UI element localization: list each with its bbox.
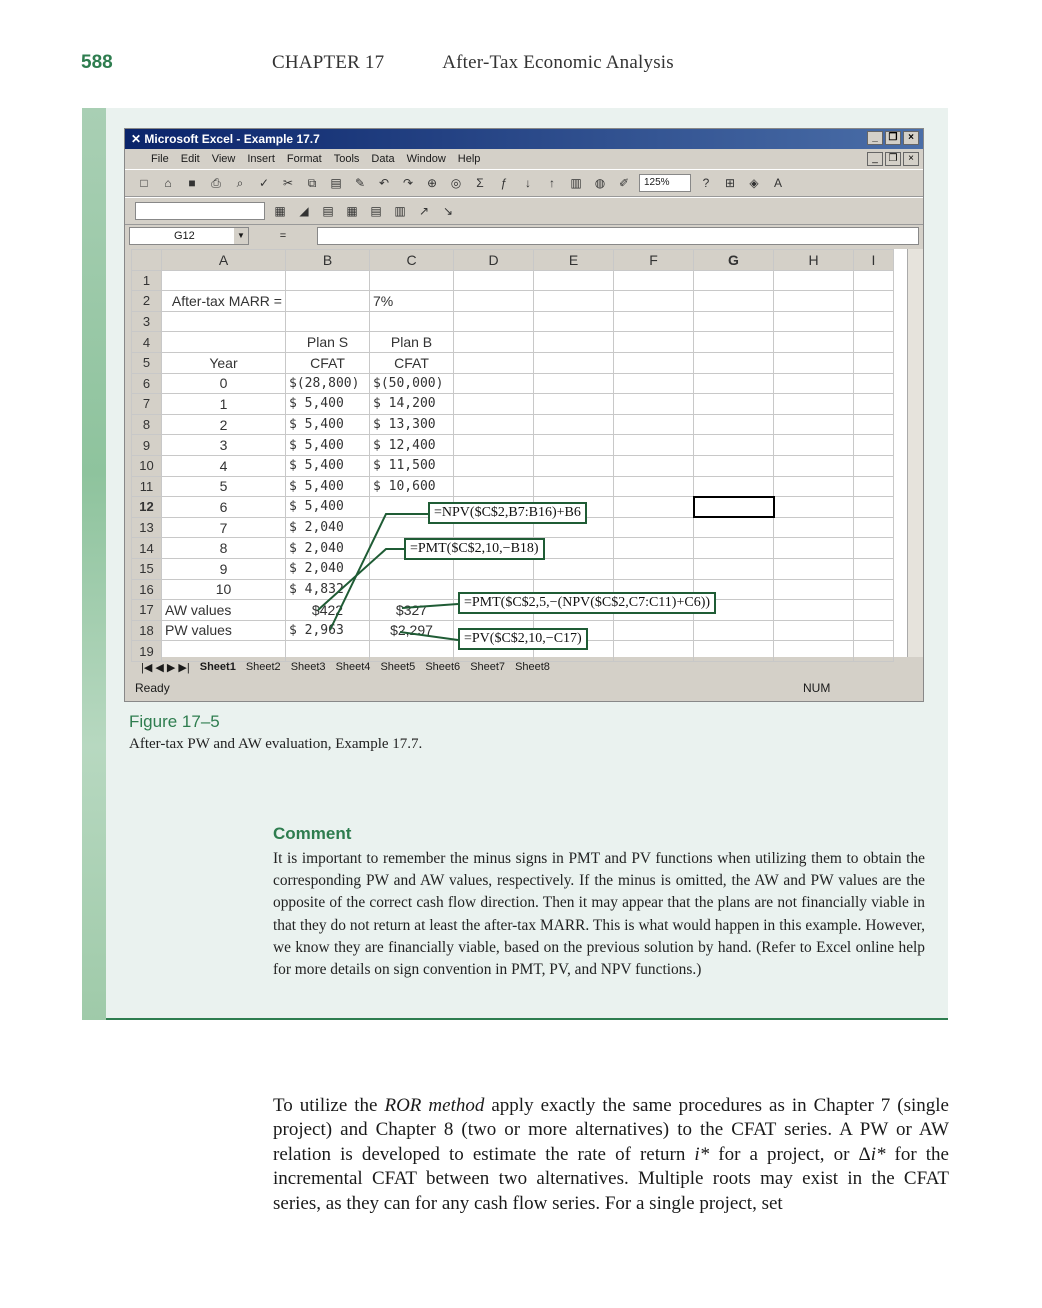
help-icon[interactable]: ? <box>702 176 710 190</box>
cell-a6[interactable]: 0 <box>162 373 286 394</box>
open-folder-icon[interactable]: ⌂ <box>164 176 172 190</box>
chapter-label: CHAPTER 17 <box>272 52 385 73</box>
row-header[interactable]: 13 <box>132 517 162 538</box>
excel-icon: ✕ <box>131 132 145 146</box>
font-color-icon[interactable]: A <box>773 176 782 190</box>
chart-type-icon[interactable]: ▦ <box>274 204 286 218</box>
print-preview-icon[interactable]: ⌕ <box>236 176 244 190</box>
tab-sheet5[interactable]: Sheet5 <box>380 661 416 673</box>
callout-npv-formula: =NPV($C$2,B7:B16)+B6 <box>428 502 587 524</box>
callout-pv-plan-b: =PV($C$2,10,−C17) <box>458 628 588 650</box>
callout-pmt-plan-s: =PMT($C$2,10,−B18) <box>404 538 545 560</box>
tab-sheet6[interactable]: Sheet6 <box>425 661 461 673</box>
menu-insert[interactable]: Insert <box>247 153 275 165</box>
cell-b18[interactable]: $ 2,963 <box>286 620 370 641</box>
menu-help[interactable]: Help <box>457 153 481 165</box>
body-paragraph <box>273 1094 949 1216</box>
hyperlink-icon[interactable]: ⊕ <box>426 176 438 190</box>
cell-a9[interactable]: 3 <box>162 435 286 456</box>
cell-a16[interactable]: 10 <box>162 579 286 600</box>
cell-c18[interactable]: $2,297 <box>370 620 454 641</box>
cell-b4[interactable]: Plan S <box>286 332 370 353</box>
cell-b9[interactable]: $ 5,400 <box>286 435 370 456</box>
figure-label: Figure 17–5 <box>129 712 220 731</box>
col-header-h[interactable]: H <box>774 250 854 271</box>
cell-c2[interactable]: 7% <box>370 291 454 312</box>
tab-sheet7[interactable]: Sheet7 <box>470 661 506 673</box>
cell-b16[interactable]: $ 4,832 <box>286 579 370 600</box>
cell-a14[interactable]: 8 <box>162 538 286 559</box>
zoom-select[interactable]: 125% <box>639 174 691 192</box>
print-icon[interactable]: ⎙ <box>211 176 221 190</box>
row-header[interactable]: 15 <box>132 558 162 579</box>
web-icon[interactable]: ◎ <box>450 176 462 190</box>
col-header-d[interactable]: D <box>454 250 534 271</box>
col-header-g[interactable]: G <box>694 250 774 271</box>
body-em-ror: ROR method <box>384 1095 485 1116</box>
cell-b15[interactable]: $ 2,040 <box>286 558 370 579</box>
chapter-title: After-Tax Economic Analysis <box>442 52 674 73</box>
row-header[interactable]: 2 <box>132 291 162 312</box>
cell-c17[interactable]: $327 <box>370 600 454 621</box>
spelling-icon[interactable]: ✓ <box>258 176 270 190</box>
row-header[interactable]: 14 <box>132 538 162 559</box>
col-header-i[interactable]: I <box>854 250 894 271</box>
body-text-1: To utilize the <box>273 1095 385 1116</box>
cell-a12[interactable]: 6 <box>162 497 286 518</box>
row-header[interactable]: 3 <box>132 311 162 332</box>
format-painter-icon[interactable]: ✎ <box>354 176 366 190</box>
close-icon[interactable]: × <box>903 131 919 145</box>
cell-a2[interactable]: After-tax MARR = <box>162 291 286 312</box>
cell-a7[interactable]: 1 <box>162 394 286 415</box>
row-header[interactable]: 8 <box>132 414 162 435</box>
col-header-a[interactable]: A <box>162 250 286 271</box>
chevron-down-icon[interactable]: ▼ <box>234 228 248 244</box>
body-text-4: for the incremental CFAT between two alternatives. Multiple roots may exist in the CFAT series, as they can for any cash flow series. For a single project, set <box>273 1143 949 1214</box>
connector-pmt-b <box>402 604 458 608</box>
save-icon[interactable]: ■ <box>188 176 196 190</box>
borders-icon[interactable]: ⊞ <box>724 176 736 190</box>
restore-icon[interactable]: ❐ <box>885 131 901 145</box>
menu-tools[interactable]: Tools <box>333 153 360 165</box>
data-table-icon[interactable]: ▦ <box>346 204 358 218</box>
body-em-i: i* <box>694 1143 710 1165</box>
tab-sheet2[interactable]: Sheet2 <box>245 661 281 673</box>
cell-c10[interactable]: $ 11,500 <box>370 455 454 476</box>
menu-view[interactable]: View <box>211 153 236 165</box>
cell-b5[interactable]: CFAT <box>286 352 370 373</box>
body-text-2: apply exactly the same procedures as in Chapter 7 (single project) and Chapter 8 (two or more alternatives) to the CFAT series. A PW or AW relation is developed to estimate the rate of return <box>273 1095 949 1165</box>
menu-file[interactable]: File <box>151 153 169 165</box>
row-header[interactable]: 19 <box>132 641 162 662</box>
cell-b12[interactable]: $ 5,400 <box>286 497 370 518</box>
chart-wizard-icon[interactable]: ▥ <box>570 176 582 190</box>
drawing-icon[interactable]: ✐ <box>618 176 630 190</box>
cell-a5[interactable]: Year <box>162 352 286 373</box>
cell-b13[interactable]: $ 2,040 <box>286 517 370 538</box>
formula-equals: = <box>279 230 287 242</box>
angle-down-icon[interactable]: ↘ <box>442 204 454 218</box>
sort-ascending-icon[interactable]: ↓ <box>525 176 531 190</box>
connector-pmt-s <box>318 549 404 610</box>
cell-b6[interactable]: $(28,800) <box>286 373 370 394</box>
cell-b17[interactable]: $422 <box>286 600 370 621</box>
cell-b7[interactable]: $ 5,400 <box>286 394 370 415</box>
tab-sheet3[interactable]: Sheet3 <box>290 661 326 673</box>
cell-a17[interactable]: AW values <box>162 600 286 621</box>
cell-b11[interactable]: $ 5,400 <box>286 476 370 497</box>
comment-text: It is important to remember the minus signs in PMT and PV functions when utilizing them to obtain the corresponding PW and AW values, respectively. If the minus is omitted, the AW and PW values are the opposite of the correct cash flow direction. Then it may appear that the plans are not financially viable in that they do not return at least the after-tax MARR. This is what would happen in this example. However, we know they are financially viable, based on the previous solution by hand. (Refer to Excel online help for more details on sign convention in PMT, PV, and NPV functions.) <box>273 850 925 979</box>
row-header[interactable]: 7 <box>132 394 162 415</box>
menu-data[interactable]: Data <box>371 153 395 165</box>
cell-c11[interactable]: $ 10,600 <box>370 476 454 497</box>
num-lock-indicator: NUM <box>803 681 831 695</box>
cell-c9[interactable]: $ 12,400 <box>370 435 454 456</box>
body-text-3: for a project, or Δ <box>709 1143 871 1165</box>
cell-a10[interactable]: 4 <box>162 455 286 476</box>
connector-pv-b <box>400 632 458 640</box>
tab-sheet1[interactable]: Sheet1 <box>199 661 236 673</box>
sort-descending-icon[interactable]: ↑ <box>549 176 555 190</box>
cell-b8[interactable]: $ 5,400 <box>286 414 370 435</box>
comment-heading: Comment <box>273 824 352 843</box>
cut-icon[interactable]: ✂ <box>282 176 294 190</box>
angle-up-icon[interactable]: ↗ <box>418 204 430 218</box>
row-header[interactable]: 5 <box>132 352 162 373</box>
cell-a13[interactable]: 7 <box>162 517 286 538</box>
body-em-delta-i: i* <box>870 1143 886 1165</box>
window-title: Microsoft Excel - Example 17.7 <box>144 132 320 146</box>
doc-close-icon[interactable]: × <box>903 152 919 166</box>
by-row-icon[interactable]: ▤ <box>370 204 382 218</box>
row-header[interactable]: 17 <box>132 600 162 621</box>
paste-icon[interactable]: ▤ <box>330 176 342 190</box>
redo-icon[interactable]: ↷ <box>402 176 414 190</box>
doc-minimize-icon[interactable]: _ <box>867 152 883 166</box>
new-file-icon[interactable]: □ <box>140 176 148 190</box>
row-header[interactable]: 4 <box>132 332 162 353</box>
cell-c5[interactable]: CFAT <box>370 352 454 373</box>
row-header[interactable]: 18 <box>132 620 162 641</box>
by-column-icon[interactable]: ▥ <box>394 204 406 218</box>
cell-a8[interactable]: 2 <box>162 414 286 435</box>
col-header-b[interactable]: B <box>286 250 370 271</box>
row-header[interactable]: 12 <box>132 497 162 518</box>
cell-a15[interactable]: 9 <box>162 558 286 579</box>
row-header[interactable]: 10 <box>132 455 162 476</box>
name-box-value: G12 <box>174 230 195 242</box>
col-header-f[interactable]: F <box>614 250 694 271</box>
menu-window[interactable]: Window <box>406 153 446 165</box>
minimize-icon[interactable]: _ <box>867 131 883 145</box>
callout-pmt-plan-b: =PMT($C$2,5,−(NPV($C$2,C7:C11)+C6)) <box>458 592 716 614</box>
chart-icon[interactable]: ◢ <box>299 204 309 218</box>
tab-sheet4[interactable]: Sheet4 <box>335 661 371 673</box>
cell-c4[interactable]: Plan B <box>370 332 454 353</box>
cell-c7[interactable]: $ 14,200 <box>370 394 454 415</box>
row-header[interactable]: 11 <box>132 476 162 497</box>
col-header-e[interactable]: E <box>534 250 614 271</box>
cell-a11[interactable]: 5 <box>162 476 286 497</box>
menu-edit[interactable]: Edit <box>180 153 200 165</box>
row-header[interactable]: 1 <box>132 270 162 291</box>
legend-icon[interactable]: ▤ <box>322 204 334 218</box>
connector-npv <box>330 514 428 630</box>
figure-caption: After-tax PW and AW evaluation, Example 17.7. <box>129 736 423 752</box>
cell-b10[interactable]: $ 5,400 <box>286 455 370 476</box>
row-header[interactable]: 16 <box>132 579 162 600</box>
autosum-icon[interactable]: Σ <box>476 176 484 190</box>
cell-b14[interactable]: $ 2,040 <box>286 538 370 559</box>
menu-format[interactable]: Format <box>286 153 322 165</box>
fill-color-icon[interactable]: ◈ <box>749 176 759 190</box>
cell-c6[interactable]: $(50,000) <box>370 373 454 394</box>
tab-sheet8[interactable]: Sheet8 <box>515 661 550 673</box>
function-icon[interactable]: ƒ <box>500 176 508 190</box>
doc-restore-icon[interactable]: ❐ <box>885 152 901 166</box>
row-header[interactable]: 6 <box>132 373 162 394</box>
cell-c8[interactable]: $ 13,300 <box>370 414 454 435</box>
tab-nav-arrows-icon[interactable]: |◀ ◀ ▶ ▶| <box>141 661 190 674</box>
col-header-c[interactable]: C <box>370 250 454 271</box>
copy-icon[interactable]: ⧉ <box>307 176 317 190</box>
row-header[interactable]: 9 <box>132 435 162 456</box>
page-number: 588 <box>81 52 113 73</box>
status-text: Ready <box>135 681 170 695</box>
map-icon[interactable]: ◍ <box>594 176 606 190</box>
undo-icon[interactable]: ↶ <box>378 176 390 190</box>
cell-a18[interactable]: PW values <box>162 620 286 641</box>
